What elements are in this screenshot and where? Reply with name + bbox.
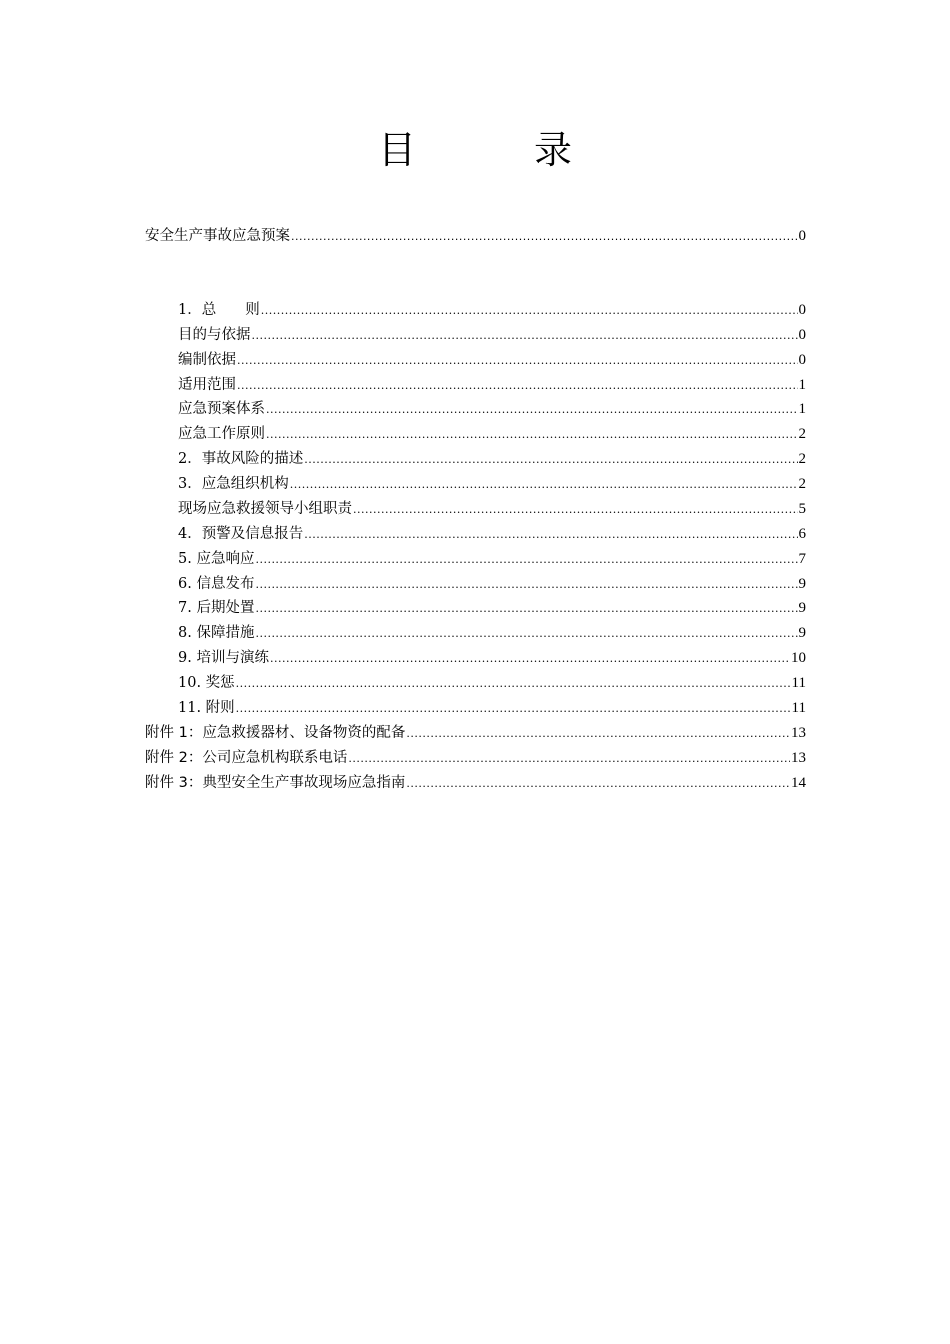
- toc-entry[interactable]: [178, 423, 806, 445]
- toc-entry-page: 2: [798, 426, 806, 442]
- toc-entry[interactable]: [178, 597, 806, 619]
- toc-entry-label: 附件 3：典型安全生产事故现场应急指南: [145, 775, 406, 791]
- toc-entry[interactable]: [145, 772, 806, 794]
- toc-entry-page: 7: [798, 551, 806, 567]
- dot-leader: [304, 524, 797, 546]
- toc-entry[interactable]: [145, 722, 806, 744]
- dot-leader: [261, 300, 798, 322]
- toc-entry-page: 14: [791, 775, 806, 791]
- toc-entry-page: 13: [791, 725, 806, 741]
- dot-leader: [252, 325, 798, 347]
- toc-entry[interactable]: [145, 747, 806, 769]
- toc-entry-label: 安全生产事故应急预案: [145, 228, 290, 244]
- dot-leader: [291, 226, 798, 248]
- toc-entry-page: 1: [798, 401, 806, 417]
- toc-entry[interactable]: [178, 473, 806, 495]
- toc-entry-label: 11. 附则: [178, 700, 235, 716]
- dot-leader: [266, 424, 798, 446]
- toc-entry[interactable]: [178, 622, 806, 644]
- dot-leader: [237, 350, 798, 372]
- toc-entry-label: 10. 奖惩: [178, 675, 235, 691]
- toc-entry[interactable]: [178, 448, 806, 470]
- toc-entry-page: 5: [798, 501, 806, 517]
- dot-leader: [255, 549, 797, 571]
- toc-entry-page: 2: [798, 451, 806, 467]
- toc-entry-label: 4．预警及信息报告: [178, 526, 304, 542]
- toc-entry[interactable]: [178, 374, 806, 396]
- toc-entry[interactable]: [178, 523, 806, 545]
- toc-entry-label: 8. 保障措施: [178, 625, 255, 641]
- toc-entry-page: 0: [798, 302, 806, 318]
- toc-title: 目 录: [377, 128, 612, 172]
- toc-entry-label: 附件 1：应急救援器材、设备物资的配备: [145, 725, 406, 741]
- toc-entry-page: 1: [798, 377, 806, 393]
- toc-entry[interactable]: [178, 672, 806, 694]
- toc-entry[interactable]: [178, 573, 806, 595]
- toc-entry[interactable]: [178, 349, 806, 371]
- toc-entry-page: 11: [791, 675, 806, 691]
- dot-leader: [270, 648, 790, 670]
- toc-entry[interactable]: [178, 299, 806, 321]
- toc-entry[interactable]: [178, 647, 806, 669]
- dot-leader: [290, 474, 798, 496]
- toc-entry-page: 0: [798, 327, 806, 343]
- toc-entry-label: 目的与依据: [178, 327, 251, 343]
- toc-entry-label: 适用范围: [178, 377, 236, 393]
- toc-entry[interactable]: [178, 697, 806, 719]
- toc-entry-page: 13: [791, 750, 806, 766]
- toc-entry-page: 9: [798, 625, 806, 641]
- toc-entry-label: 应急预案体系: [178, 401, 265, 417]
- toc-entry-label: 5. 应急响应: [178, 551, 255, 567]
- toc-entry-page: 0: [798, 352, 806, 368]
- toc-entry-page: 9: [798, 576, 806, 592]
- toc-entry-label: 9. 培训与演练: [178, 650, 269, 666]
- toc-entry-page: 11: [791, 700, 806, 716]
- dot-leader: [304, 449, 797, 471]
- toc-entry-page: 2: [798, 476, 806, 492]
- dot-leader: [255, 574, 797, 596]
- dot-leader: [237, 375, 798, 397]
- dot-leader: [255, 598, 797, 620]
- toc-entry[interactable]: [178, 324, 806, 346]
- dot-leader: [255, 623, 797, 645]
- dot-leader: [353, 499, 798, 521]
- toc-entry[interactable]: [178, 398, 806, 420]
- dot-leader: [348, 748, 790, 770]
- dot-leader: [406, 773, 790, 795]
- toc-entry[interactable]: [145, 225, 806, 247]
- toc-entry-label: 7. 后期处置: [178, 600, 255, 616]
- toc-entry-page: 9: [798, 600, 806, 616]
- toc-entry-label: 6. 信息发布: [178, 576, 255, 592]
- toc-entry-label: 附件 2：公司应急机构联系电话: [145, 750, 348, 766]
- toc-entry-label: 3．应急组织机构: [178, 476, 289, 492]
- toc-entry-label: 现场应急救援领导小组职责: [178, 501, 352, 517]
- toc-entry-label: 1．总 则: [178, 302, 260, 318]
- dot-leader: [236, 698, 791, 720]
- toc-entry[interactable]: [178, 548, 806, 570]
- toc-entry-page: 6: [798, 526, 806, 542]
- dot-leader: [266, 399, 798, 421]
- dot-leader: [236, 673, 791, 695]
- toc-entry-label: 应急工作原则: [178, 426, 265, 442]
- toc-entry-label: 编制依据: [178, 352, 236, 368]
- toc-entry-label: 2．事故风险的描述: [178, 451, 304, 467]
- toc-entry-page: 10: [791, 650, 806, 666]
- dot-leader: [406, 723, 790, 745]
- toc-entry-page: 0: [798, 228, 806, 244]
- toc-entry[interactable]: [178, 498, 806, 520]
